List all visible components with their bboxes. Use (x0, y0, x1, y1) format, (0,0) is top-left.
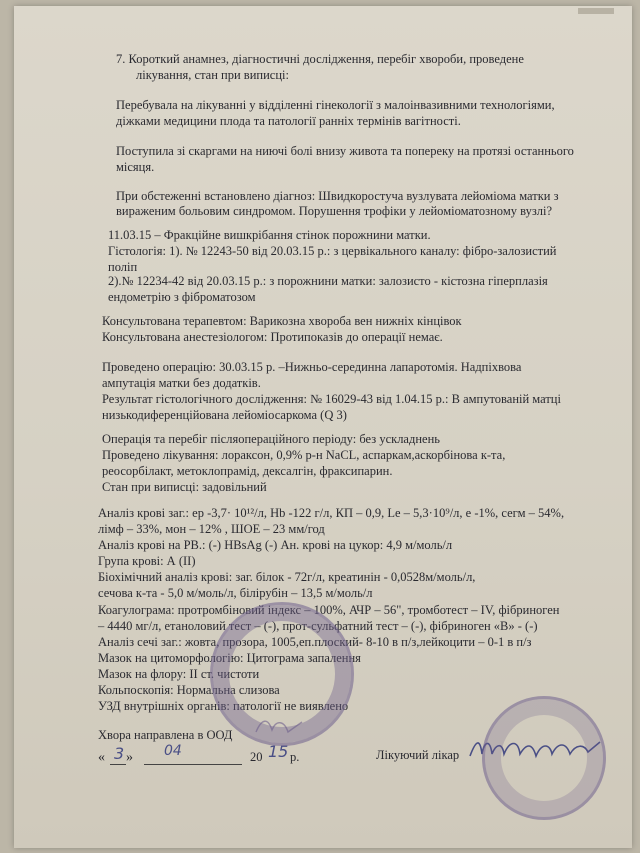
text-line: місяця. (116, 160, 155, 174)
discharge-state-line: Стан при виписці: задовільний (102, 480, 267, 494)
doctor-label: Лікуючий лікар (376, 748, 460, 762)
flora-line: Мазок на флору: II ст. чистоти (98, 667, 260, 681)
histology-line: 2).№ 12234-42 від 20.03.15 р.: з порожнини матки: залозисто - кістозна гіперплазія (108, 274, 548, 288)
discharge-document-page (14, 6, 632, 848)
coagulogram-line: Коагулограма: протромбіновий індекс – 100%, АЧР – 56", тромботест – IV, фібриноген (98, 603, 560, 617)
consultation-line: Консультована терапевтом: Варикозна хвороба вен нижніх кінцівок (102, 314, 462, 328)
cytomorphology-line: Мазок на цитоморфологію: Цитограма запалення (98, 651, 361, 665)
date-day: 3 (114, 744, 125, 763)
rw-test-line: Аналіз крові на РВ.: (-) HBsAg (-) Ан. крові на цукор: 4,9 м/моль/л (98, 538, 453, 552)
diagnosis-line: При обстеженні встановлено діагноз: Швидкоростуча вузлувата лейоміома матки з (116, 189, 559, 203)
referral-line: Хвора направлена в ООД (98, 728, 233, 742)
section-heading-anamnesis: 7. Короткий анамнез, діагностичні дослідження, перебіг хвороби, проведене (116, 52, 524, 66)
biochem-line: сечова к-та - 5,0 м/моль/л, білірубін – 13,5 м/моль/л (98, 586, 373, 600)
postop-line: Операція та перебіг післяопераційного періоду: без ускладнень (102, 432, 440, 446)
blood-group-line: Група крові: А (II) (98, 554, 196, 568)
text-line: діжками медицини плода та патології ранніх термінів вагітності. (116, 114, 461, 128)
blood-test-line: лімф – 33%, мон – 12% , ШОЕ – 23 мм/год (98, 522, 325, 536)
text-line: Поступила зі скаргами на ниючі болі внизу живота та попереку на протязі останнього (116, 144, 574, 158)
urine-test-line: Аналіз сечі заг.: жовта, прозора, 1005,еп.плоский- 8-10 в п/з,лейкоцити – 0-1 в п/з (98, 635, 532, 649)
treatment-line: реосорбілакт, метоклопрамід, дексалгін, фраксипарин. (102, 464, 393, 478)
ultrasound-line: УЗД внутрішніх органів: патології не виявлено (98, 699, 349, 713)
date-year-prefix: 20 (250, 750, 263, 764)
procedure-line: 11.03.15 – Фракційне вишкрібання стінок порожнини матки. (108, 228, 431, 242)
histology-line: поліп (108, 260, 138, 274)
biochem-line: Біохімічний аналіз крові: заг. білок - 72г/л, креатинін - 0,0528м/моль/л, (98, 570, 476, 584)
date-month: 04 (164, 743, 182, 759)
diagnosis-line: вираженим больовим синдромом. Порушення трофіки у лейоміоматозному вузлі? (116, 204, 553, 218)
stamp-signature-mark (254, 714, 306, 738)
coagulogram-line: – 4440 мг/л, етаноловий тест – (-), прот-сульфатний тест – (-), фібриноген «В» - (-) (98, 619, 538, 633)
corner-mark (578, 8, 614, 14)
operation-line: Проведено операцію: 30.03.15 р. –Нижньо-серединна лапаротомія. Надпіхвова (102, 360, 522, 374)
date-month-underline (144, 764, 242, 765)
histology-result-line: Результат гістологічного дослідження: № 16029-43 від 1.04.15 р.: В ампутованій матці (102, 392, 561, 406)
colposcopy-line: Кольпоскопія: Нормальна слизова (98, 683, 280, 697)
histology-result-line: низькодиференційована лейоміосаркома (Q 3) (102, 408, 347, 422)
date-day-underline (110, 764, 126, 765)
blood-test-line: Аналіз крові заг.: ер -3,7· 10¹²/л, Hb -122 г/л, КП – 0,9, Le – 5,3·10⁹/л, е -1%, сегм – 54%, (98, 506, 565, 520)
operation-line: ампутація матки без додатків. (102, 376, 261, 390)
treatment-line: Проведено лікування: лораксон, 0,9% р-н NaCL, аспаркам,аскорбінова к-та, (102, 448, 506, 462)
date-suffix: р. (290, 750, 300, 764)
date-year: 15 (268, 742, 289, 761)
consultation-line: Консультована анестезіологом: Протипоказів до операції немає. (102, 330, 443, 344)
histology-line: ендометрію з фіброматозом (108, 290, 256, 304)
section-heading-anamnesis-cont: лікування, стан при виписці: (136, 68, 289, 82)
histology-line: Гістологія: 1). № 12243-50 від 20.03.15 р.: з цервікального каналу: фібро-залозистий (108, 244, 557, 258)
corner-stamp (482, 696, 606, 820)
date-open-quote: « (98, 750, 105, 765)
date-close-quote: » (126, 750, 133, 765)
text-line: Перебувала на лікуванні у відділенні гінекології з малоінвазивними технологіями, (116, 98, 555, 112)
